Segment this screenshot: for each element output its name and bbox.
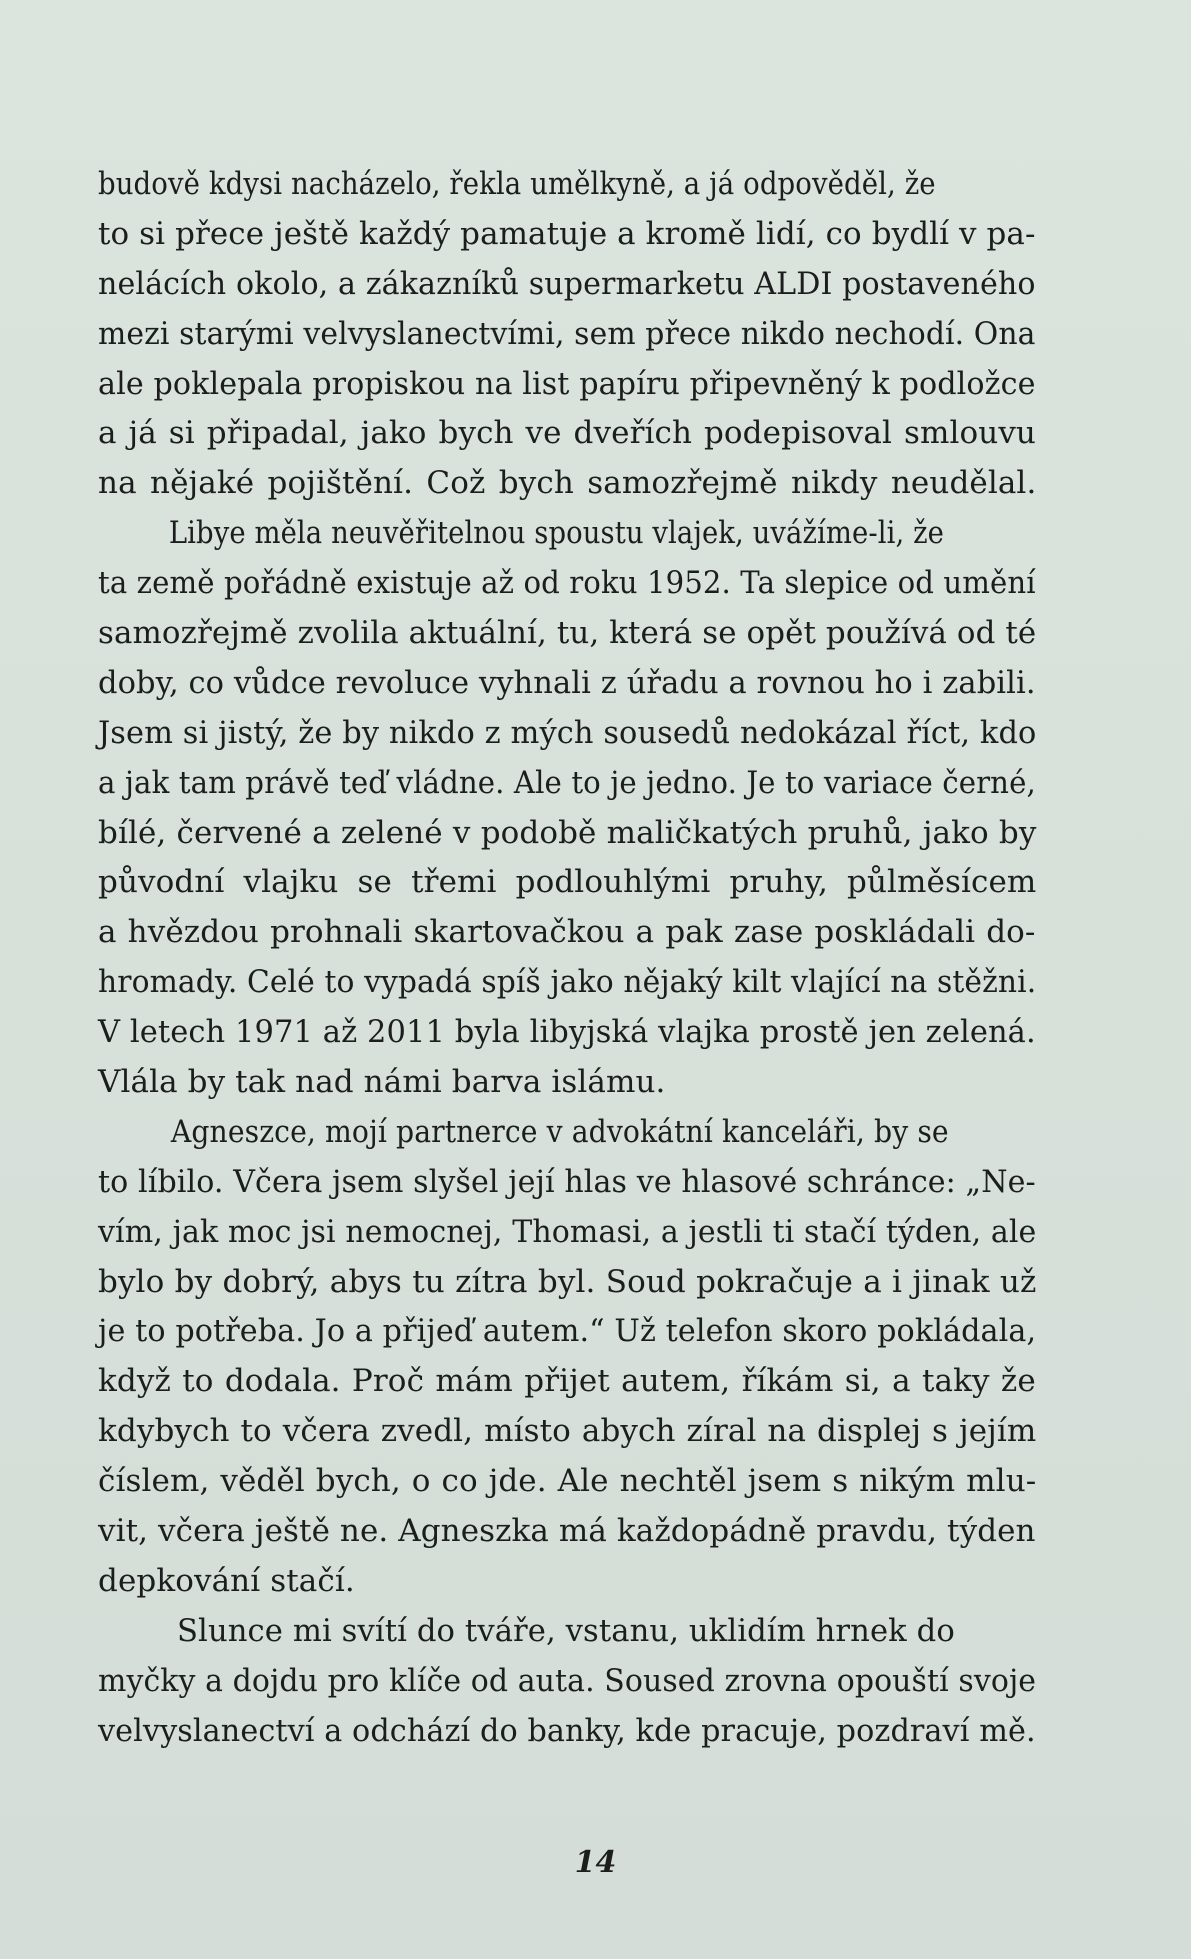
text-line: když to dodala. Proč mám přijet autem, říkám si, a taky že: [98, 1363, 1036, 1400]
text-line: je to potřeba. Jo a přijeď autem.“ Už telefon skoro pokládala,: [98, 1313, 1037, 1350]
text-line: původní vlajku se třemi podlouhlými pruhy, půlměsícem: [98, 864, 1037, 901]
text-line: bílé, červené a zelené v podobě maličkatých pruhů, jako by: [98, 814, 1037, 851]
text-line: na nějaké pojištění. Což bych samozřejmě nikdy neudělal.: [98, 465, 1037, 502]
text-line: samozřejmě zvolila aktuální, tu, která se opět používá od té: [98, 615, 1037, 652]
text-line: Slunce mi svítí do tváře, vstanu, uklidím hrnek do: [176, 1612, 955, 1649]
text-line: Jsem si jistý, že by nikdo z mých sousedů nedokázal říct, kdo: [98, 714, 1037, 751]
text-line: depkování stačí.: [98, 1562, 355, 1599]
text-line: hromady. Celé to vypadá spíš jako nějaký kilt vlající na stěžni.: [98, 964, 1037, 1001]
text-line: mezi starými velvyslanectvími, sem přece nikdo nechodí. Ona: [98, 315, 1036, 352]
text-line: to líbilo. Včera jsem slyšel její hlas ve hlasové schránce: „Ne-: [98, 1163, 1036, 1200]
page-number: 14: [574, 1845, 617, 1880]
text-line: číslem, věděl bych, o co jde. Ale nechtěl jsem s nikým mlu-: [98, 1463, 1037, 1500]
text-line: Agneszce, mojí partnerce v advokátní kanceláři, by se: [170, 1113, 949, 1150]
text-line: a hvězdou prohnali skartovačkou a pak zase poskládali do-: [98, 914, 1036, 951]
text-line: V letech 1971 až 2011 byla libyjská vlajka prostě jen zelená.: [98, 1014, 1036, 1051]
text-line: velvyslanectví a odchází do banky, kde pracuje, pozdraví mě.: [98, 1712, 1036, 1749]
text-line: vím, jak moc jsi nemocnej, Thomasi, a jestli ti stačí týden, ale: [98, 1213, 1037, 1250]
text-line: Vlála by tak nad námi barva islámu.: [98, 1064, 666, 1101]
text-line: ale poklepala propiskou na list papíru připevněný k podložce: [98, 365, 1036, 402]
text-line: doby, co vůdce revoluce vyhnali z úřadu a rovnou ho i zabili.: [98, 664, 1036, 701]
text-line: a jak tam právě teď vládne. Ale to je jedno. Je to variace černé,: [98, 764, 1036, 801]
text-line: myčky a dojdu pro klíče od auta. Soused zrovna opouští svoje: [98, 1662, 1037, 1699]
text-line: kdybych to včera zvedl, místo abych zíral na displej s jejím: [98, 1413, 1037, 1450]
text-line: nelácích okolo, a zákazníků supermarketu ALDI postaveného: [98, 265, 1036, 302]
text-line: vit, včera ještě ne. Agneszka má každopádně pravdu, týden: [98, 1513, 1036, 1550]
text-line: Libye měla neuvěřitelnou spoustu vlajek, uvážíme-li, že: [168, 515, 944, 552]
text-line: to si přece ještě každý pamatuje a kromě lidí, co bydlí v pa-: [98, 215, 1036, 252]
text-line: a já si připadal, jako bych ve dveřích podepisoval smlouvu: [98, 415, 1036, 452]
text-line: budově kdysi nacházelo, řekla umělkyně, a já odpověděl, že: [98, 166, 936, 202]
text-line: ta země pořádně existuje až od roku 1952. Ta slepice od umění: [98, 565, 1036, 602]
body-text: [98, 160, 1038, 1757]
text-line: bylo by dobrý, abys tu zítra byl. Soud pokračuje a i jinak už: [98, 1263, 1037, 1300]
